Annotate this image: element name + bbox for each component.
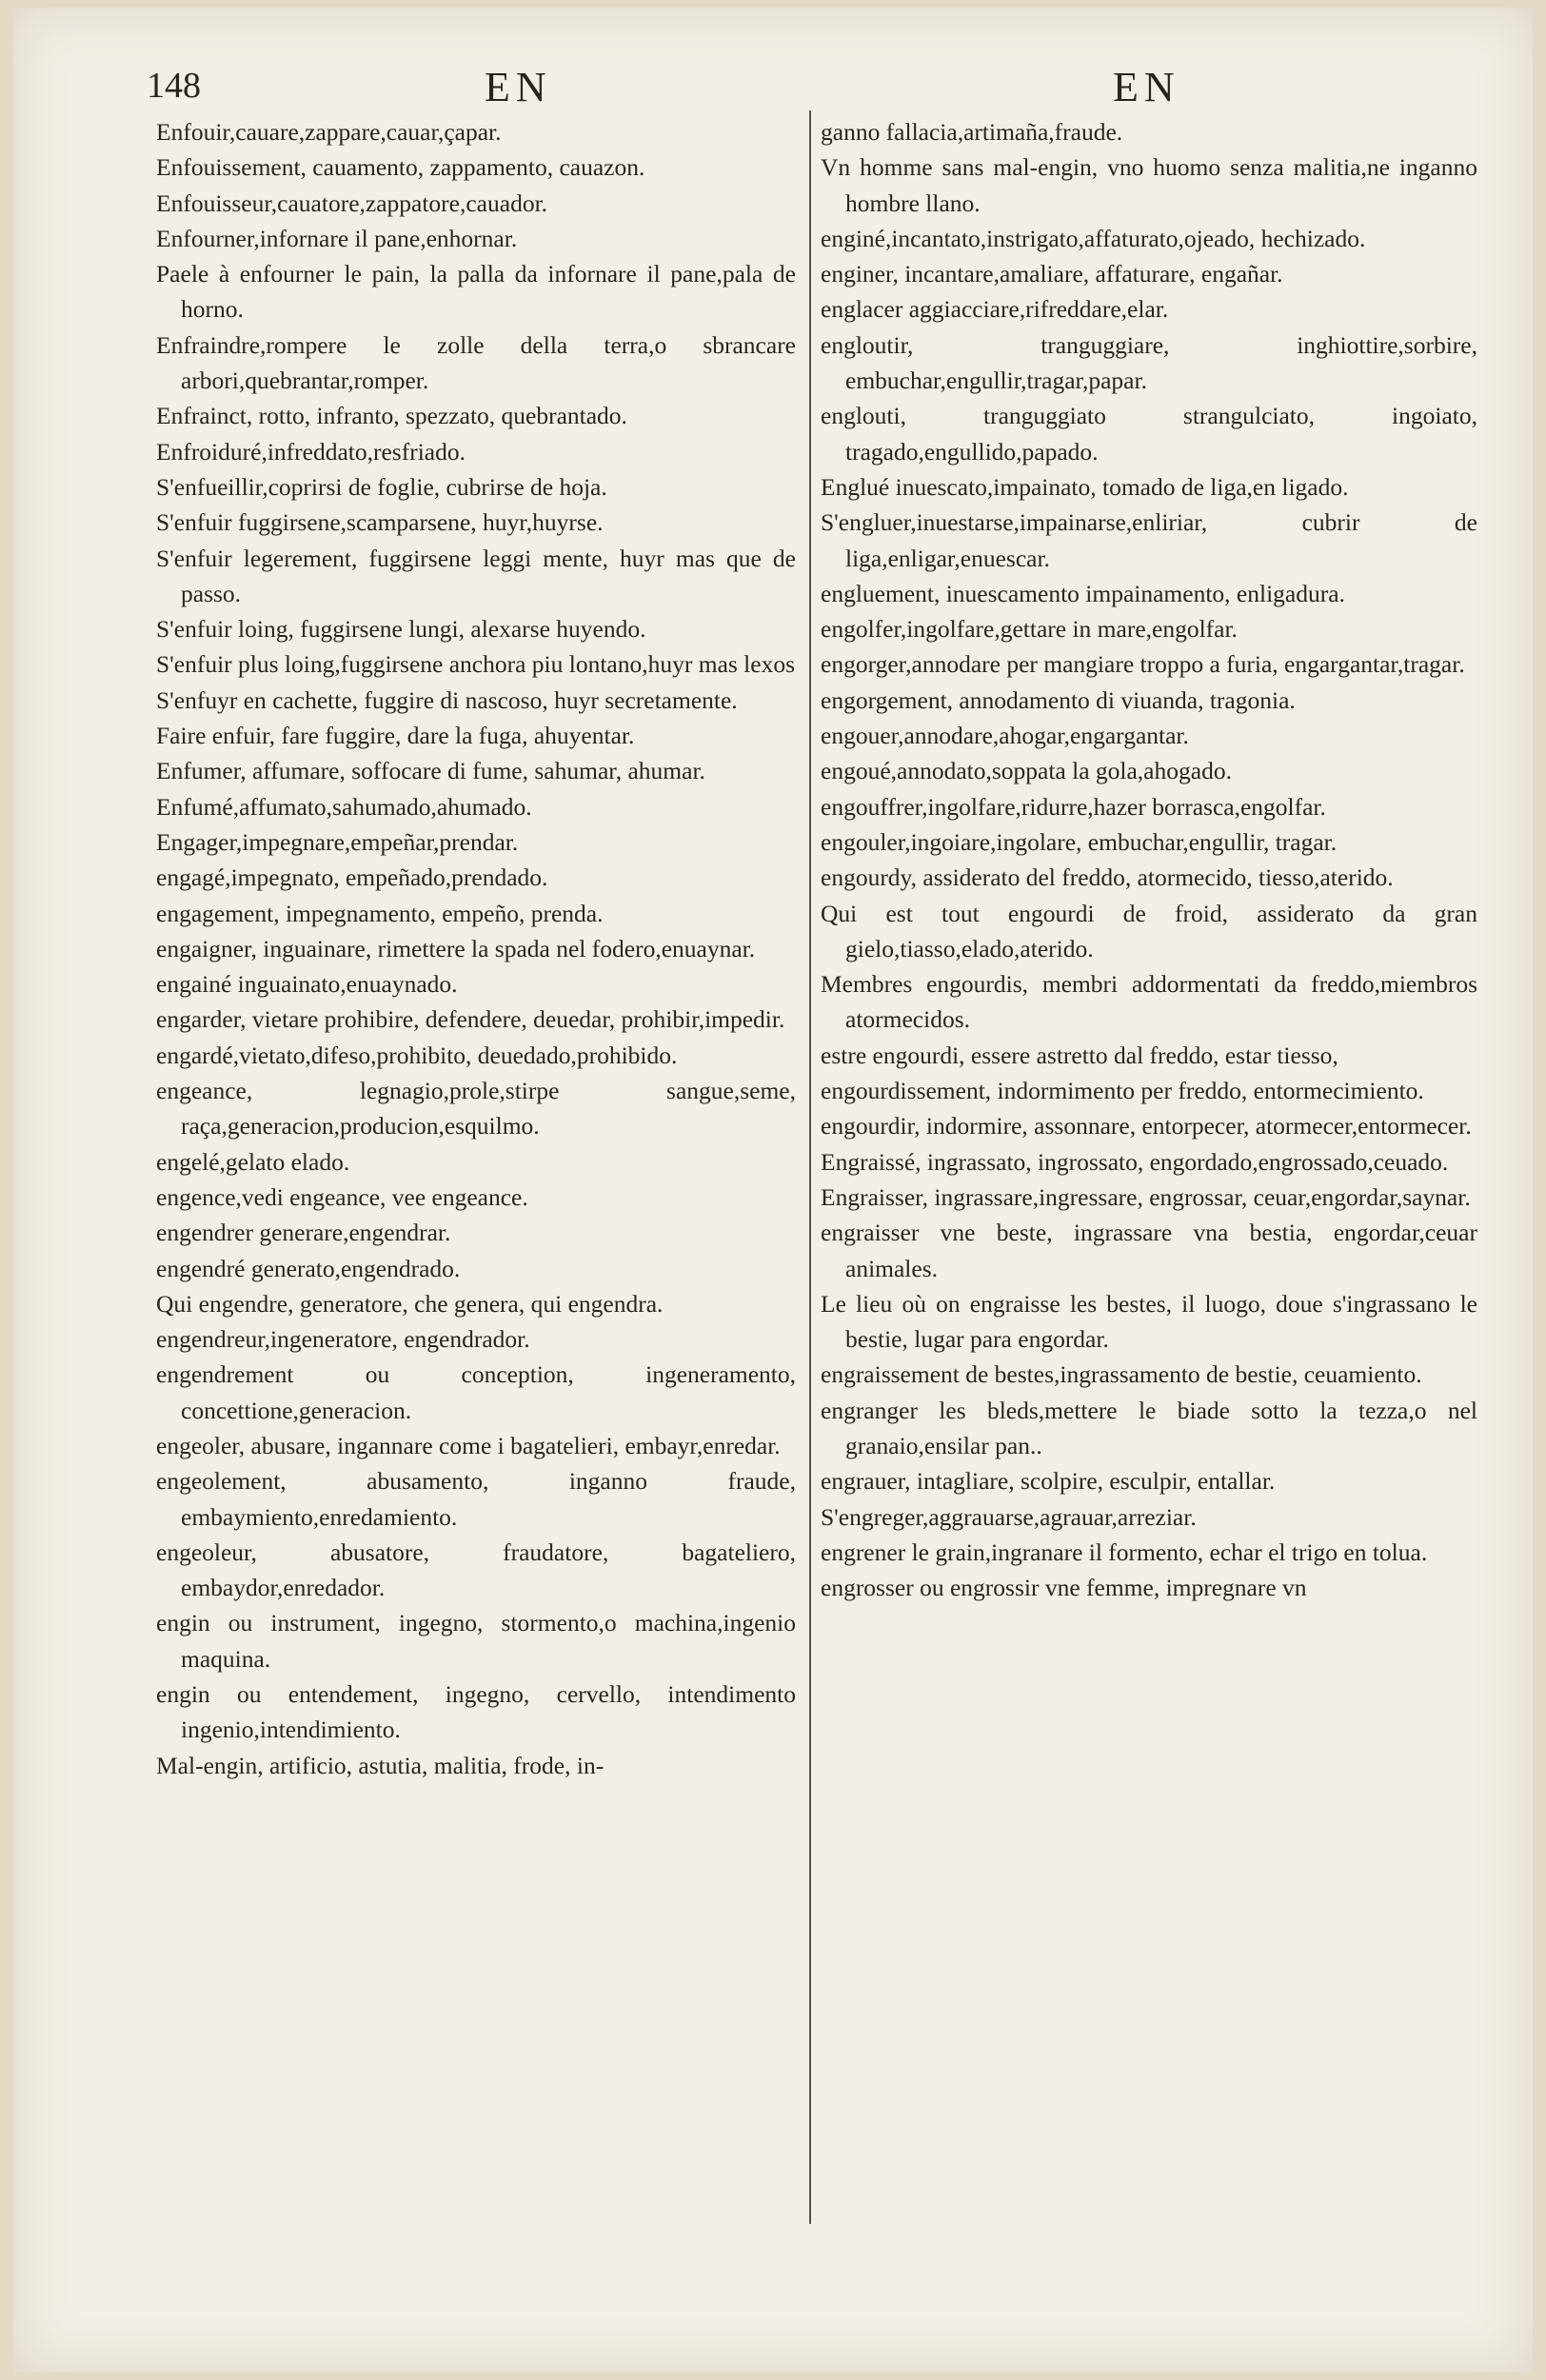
dictionary-entry: engagement, impegnamento, empeño, prenda. — [156, 899, 604, 927]
dictionary-entry: engeance, legnagio,prole,stirpe sangue,seme, raça,generacion,producion,esquilmo. — [156, 1077, 796, 1140]
dictionary-entry: engendreur,ingeneratore, engendrador. — [156, 1325, 530, 1354]
dictionary-entry: engloutir, tranguggiare, inghiottire,sorbire, embuchar,engullir,tragar,papar. — [821, 330, 1477, 395]
dictionary-entry: engluement, inuescamento impainamento, enligadura. — [821, 579, 1345, 607]
dictionary-entry: Enfumé,affumato,sahumado,ahumado. — [156, 792, 532, 821]
dictionary-entry: engraisser vne beste, ingrassare vna bestia, engordar,ceuar animales. — [821, 1219, 1477, 1282]
dictionary-entry: Mal-engin, artificio, astutia, malitia, frode, in- — [156, 1751, 605, 1779]
dictionary-entry: S'enfuir fuggirsene,scamparsene, huyr,huyrse. — [156, 508, 604, 537]
dictionary-entry: engardé,vietato,difeso,prohibito, deuedado,prohibido. — [156, 1041, 678, 1069]
dictionary-entry: engolfer,ingolfare,gettare in mare,engolfar. — [821, 615, 1238, 644]
dictionary-entry: Qui est tout engourdi de froid, assiderato da gran gielo,tiasso,elado,aterido. — [821, 899, 1477, 962]
dictionary-entry: engendrement ou conception, ingeneramento, concettione,generacion. — [156, 1360, 796, 1424]
dictionary-entry: estre engourdi, essere astretto dal freddo, estar tiesso, — [821, 1041, 1338, 1069]
dictionary-entry: engaigner, inguainare, rimettere la spada nel fodero,enuaynar. — [156, 934, 756, 962]
dictionary-entry: engorgement, annodamento di viuanda, tragonia. — [821, 685, 1296, 714]
dictionary-entry: engoué,annodato,soppata la gola,ahogado. — [821, 757, 1232, 785]
dictionary-entry: Engraisser, ingrassare,ingressare, engrossar, ceuar,engordar,saynar. — [821, 1182, 1471, 1211]
running-head-left: EN — [485, 64, 552, 110]
dictionary-entry: S'enfuir loing, fuggirsene lungi, alexarse huyendo. — [156, 615, 646, 644]
dictionary-entry: Englué inuescato,impainato, tomado de liga,en ligado. — [821, 472, 1349, 501]
dictionary-entry: Enfraindre,rompere le zolle della terra,o sbrancare arbori,quebrantar,romper. — [156, 330, 796, 395]
running-header — [147, 46, 1517, 112]
dictionary-entry: Membres engourdis, membri addormentati da freddo,miembros atormecidos. — [821, 970, 1477, 1034]
dictionary-entry: enginé,incantato,instrigato,affaturato,ojeado, hechizado. — [821, 224, 1366, 252]
dictionary-entry: ganno fallacia,artimaña,fraude. — [821, 118, 1123, 146]
dictionary-entry: engendrer generare,engendrar. — [156, 1219, 451, 1247]
dictionary-entry: Engraissé, ingrassato, ingrossato, engordado,engrossado,ceuado. — [821, 1147, 1449, 1176]
dictionary-entry: engourdissement, indormimento per freddo, entormecimiento. — [821, 1077, 1424, 1105]
dictionary-entry: engarder, vietare prohibire, defendere, deuedar, prohibir,impedir. — [156, 1005, 785, 1034]
dictionary-entry: engeoler, abusare, ingannare come i bagatelieri, embayr,enredar. — [156, 1431, 781, 1459]
dictionary-entry: Le lieu où on engraisse les bestes, il luogo, doue s'ingrassano le bestie, lugar para engordar. — [821, 1289, 1477, 1354]
dictionary-entry: engagé,impegnato, empeñado,prendado. — [156, 863, 548, 892]
dictionary-entry: engeolement, abusamento, inganno fraude, embaymiento,enredamiento. — [156, 1467, 796, 1531]
running-head-right: EN — [1113, 64, 1180, 110]
dictionary-entry: Enfouir,cauare,zappare,cauar,çapar. — [156, 118, 502, 146]
dictionary-entry: Enfroiduré,infreddato,resfriado. — [156, 437, 466, 466]
dictionary-entry: engranger les bleds,mettere le biade sotto la tezza,o nel granaio,ensilar pan.. — [821, 1396, 1477, 1459]
dictionary-entry: engin ou entendement, ingegno, cervello, intendimento ingenio,intendimiento. — [156, 1680, 796, 1744]
dictionary-entry: englouti, tranguggiato strangulciato, ingoiato, tragado,engullido,papado. — [821, 402, 1477, 466]
dictionary-entry: engouler,ingoiare,ingolare, embuchar,engullir, tragar. — [821, 827, 1338, 856]
dictionary-page — [13, 8, 1533, 2372]
right-column — [821, 114, 1477, 1605]
left-column — [156, 114, 796, 1783]
dictionary-entry: engendré generato,engendrado. — [156, 1254, 461, 1282]
dictionary-entry: enginer, incantare,amaliare, affaturare, engañar. — [821, 260, 1283, 288]
dictionary-entry: engrener le grain,ingranare il formento, echar el trigo en tolua. — [821, 1537, 1428, 1566]
page-number: 148 — [147, 66, 201, 106]
column-divider — [809, 110, 811, 2224]
dictionary-entry: engrauer, intagliare, scolpire, esculpir, entallar. — [821, 1467, 1276, 1496]
dictionary-entry: S'enfuyr en cachette, fuggire di nascoso, huyr secretamente. — [156, 685, 738, 714]
dictionary-entry: engourdy, assiderato del freddo, atormecido, tiesso,aterido. — [821, 863, 1394, 892]
dictionary-entry: engelé,gelato elado. — [156, 1147, 350, 1176]
dictionary-entry: engrosser ou engrossir vne femme, impregnare vn — [821, 1574, 1307, 1602]
dictionary-entry: Enfouissement, cauamento, zappamento, cauazon. — [156, 153, 645, 182]
dictionary-entry: engainé inguainato,enuaynado. — [156, 970, 458, 999]
dictionary-entry: Engager,impegnare,empeñar,prendar. — [156, 827, 519, 856]
dictionary-entry: S'enfuir plus loing,fuggirsene anchora piu lontano,huyr mas lexos — [156, 650, 796, 679]
dictionary-entry: engouer,annodare,ahogar,engargantar. — [821, 722, 1189, 750]
dictionary-entry: S'engreger,aggrauarse,agrauar,arreziar. — [821, 1502, 1197, 1531]
dictionary-entry: engraissement de bestes,ingrassamento de bestie, ceuamiento. — [821, 1360, 1422, 1389]
dictionary-entry: Qui engendre, generatore, che genera, qui engendra. — [156, 1289, 664, 1318]
dictionary-entry: engorger,annodare per mangiare troppo a furia, engargantar,tragar. — [821, 650, 1465, 679]
dictionary-entry: engin ou instrument, ingegno, stormento,o machina,ingenio maquina. — [156, 1609, 796, 1673]
dictionary-entry: S'enfuir legerement, fuggirsene leggi mente, huyr mas que de passo. — [156, 544, 796, 607]
dictionary-entry: engence,vedi engeance, vee engeance. — [156, 1182, 528, 1211]
dictionary-entry: Enfumer, affumare, soffocare di fume, sahumar, ahumar. — [156, 757, 705, 785]
dictionary-entry: Faire enfuir, fare fuggire, dare la fuga, ahuyentar. — [156, 722, 635, 750]
dictionary-entry: Paele à enfourner le pain, la palla da infornare il pane,pala de horno. — [156, 260, 796, 324]
dictionary-entry: englacer aggiacciare,rifreddare,elar. — [821, 295, 1169, 324]
dictionary-entry: S'engluer,inuestarse,impainarse,enliriar, cubrir de liga,enligar,enuescar. — [821, 508, 1477, 572]
dictionary-entry: engeoleur, abusatore, fraudatore, bagateliero, embaydor,enredador. — [156, 1537, 796, 1602]
dictionary-entry: Vn homme sans mal-engin, vno huomo senza malitia,ne inganno hombre llano. — [821, 153, 1477, 217]
dictionary-entry: Enfourner,infornare il pane,enhornar. — [156, 224, 518, 252]
dictionary-entry: engouffrer,ingolfare,ridurre,hazer borrasca,engolfar. — [821, 792, 1326, 821]
dictionary-entry: Enfrainct, rotto, infranto, spezzato, quebrantado. — [156, 402, 627, 430]
dictionary-entry: S'enfueillir,coprirsi de foglie, cubrirse de hoja. — [156, 472, 607, 501]
dictionary-entry: Enfouisseur,cauatore,zappatore,cauador. — [156, 188, 548, 217]
dictionary-entry: engourdir, indormire, assonnare, entorpecer, atormecer,entormecer. — [821, 1112, 1472, 1140]
